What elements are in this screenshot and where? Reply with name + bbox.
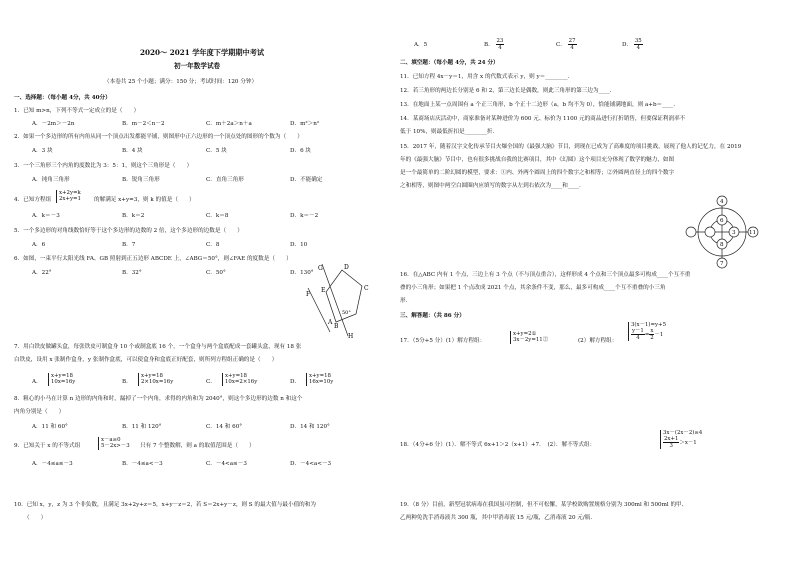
question-14-line-1: 14．某商场店庆活动中，商家准备对某种进价为 600 元、标价为 1100 元的商品进行打折销售，但要保证利润率不 [400, 116, 686, 122]
node-inner-left-blank[interactable] [705, 227, 715, 237]
q7-a-eq1: x+y=18 [51, 373, 73, 379]
question-10-paren: （ ） [24, 515, 47, 521]
q10-option-a[interactable]: A．5 [414, 42, 428, 48]
question-16-line-2: 叠的小三角形；如果把 1 个点改成 2021 个点，其余条件不变，那么，最多可构成____个互不重叠的小三角 [400, 285, 666, 291]
question-15-line-1: 15．2017 年，随着汉字文化传承节目火爆全国的《最强大脑》节目，到现在已成为了高难度的项目挑战，展现了他人的记忆力，在 2019 [400, 144, 742, 150]
q17-system-1 [510, 331, 548, 344]
q9-option-d[interactable]: D．－4<a<－3 [290, 461, 332, 467]
q10-d-num: 35 [634, 38, 642, 44]
q4-equation-1: x+2y=k [59, 190, 81, 196]
q7-option-c-system[interactable] [222, 373, 257, 386]
label-e: E [321, 287, 326, 294]
q10-d-den: 4 [636, 45, 641, 51]
q17-2-num-1: y－1 [632, 328, 644, 335]
question-19-line-2: 乙两种免洗手消毒液共 300 瓶，其中甲消毒液 15 元/瓶，乙消毒液 20 元/瓶． [400, 515, 596, 521]
q7-option-d-label[interactable]: D． [290, 379, 301, 385]
q17-2-den-2: 2 [650, 335, 654, 342]
q10-option-b-fraction [496, 38, 505, 51]
question-13: 13．在地面上某一点周围有 a 个正三角形，b 个正十二边形（a，b 均不为 0），恰能铺满地面，则 a+b＝____． [400, 102, 679, 108]
section-heading-3: 三、解答题：（共 86 分） [400, 313, 465, 319]
node-bottom-value: 7 [720, 261, 724, 267]
question-10: 10．已知 x，y，z 为 3 个非负数，且满足 3x+2y+z＝5，x+y－z＝2，若 S＝2x+y－z，则 S 的最大值与最小值的和为 [14, 502, 316, 508]
question-1: 1．已知 m>n，下列不等式一定成立的是（ ） [14, 108, 140, 114]
q10-option-c[interactable] [556, 38, 577, 51]
q9-inequality-2: 5－2x>－3 [101, 443, 130, 450]
q8-option-b[interactable]: B．11 和 120° [122, 424, 162, 430]
q10-option-d-fraction [634, 38, 643, 51]
question-17-part-1: 17．（5分+5 分）(1）解方程组： [400, 338, 486, 344]
q9-option-a[interactable]: A．－4≤a≤－3 [32, 461, 73, 467]
q7-option-a-label[interactable]: A． [32, 379, 42, 385]
question-2: 2．如果一个多边形的所有内角从同一个顶点出发都能平铺，则图形中正六边形的一个顶点处的图形的个数为（ ） [14, 134, 303, 140]
q10-b-den: 4 [498, 45, 502, 51]
node-top-value: 4 [720, 199, 724, 205]
question-12: 12．若三角形的两边长分别是 6 和 2，第三边长是偶数，则此三角形的第三边为____． [400, 88, 616, 94]
q7-option-a-system[interactable] [48, 373, 75, 386]
q3-option-c[interactable]: C．直角三角形 [206, 177, 244, 183]
q5-option-b[interactable]: B．7 [122, 242, 136, 248]
q3-option-d[interactable]: D．不能确定 [290, 177, 323, 183]
q17-2-equals: = [644, 332, 650, 339]
question-14-line-2: 低于 10%，则最低折扣是________折． [400, 129, 499, 135]
q10-option-b-label: B． [484, 42, 494, 48]
q3-option-a[interactable]: A．钝角三角形 [32, 177, 70, 183]
q1-option-a[interactable]: A．－2m＞－2n [32, 121, 75, 127]
q17-system-2 [628, 322, 666, 341]
q17-2-den-1: 4 [636, 335, 640, 342]
q2-option-a[interactable]: A．3 块 [32, 148, 53, 154]
q8-option-d[interactable]: D．14 和 120° [290, 424, 330, 430]
q1-option-b[interactable]: B．m－2＜n－2 [122, 121, 165, 127]
q17-eq-1: x+y=2① [513, 331, 537, 337]
q9-option-b[interactable]: B．－4≤a<－3 [122, 461, 163, 467]
node-right-value: 11 [749, 230, 757, 236]
label-f: F [306, 291, 311, 298]
q7-b-eq2: 2×10x=16y [141, 379, 174, 386]
q6-pentagon-figure [306, 262, 378, 338]
q18-inequality-system [660, 430, 702, 449]
question-5: 5．一个多边形的对角线数恰好等于这个多边形的边数的 2 倍，这个多边形的边数是（ ） [14, 228, 243, 234]
right-column [400, 0, 780, 562]
q1-option-c[interactable]: C．m＋2a＞n＋a [206, 121, 252, 127]
q7-d-eq2: 16x=10y [309, 379, 334, 386]
q6-option-a[interactable]: A．22° [32, 270, 52, 276]
node-left-blank[interactable] [686, 227, 696, 237]
exam-info: （本卷共 25 个小题；满分：150 分；考试时间：120 分钟） [104, 79, 258, 85]
q2-option-b[interactable]: B．4 块 [122, 148, 143, 154]
q1-option-d[interactable]: D．m²＞n² [290, 121, 320, 127]
q4-option-b[interactable]: B．k＝2 [122, 213, 145, 219]
q7-option-b-system[interactable] [138, 373, 173, 386]
question-15-line-4: 之和相等，则图中两空白圆圈内应填写的数字从左到右依次为____和____． [400, 183, 585, 189]
q7-c-eq1: x+y=18 [225, 373, 247, 379]
q4-equation-system [56, 190, 81, 203]
q9-inequality-1: x－a≥0 [101, 437, 121, 443]
label-d: D [344, 264, 349, 271]
question-19-line-1: 19．（8 分）目前，新型冠状病毒在我国虽可控制，但不可松懈，某学校欲购置规格分别为 300ml 和 500ml 的甲、 [400, 502, 688, 508]
label-g: G [318, 265, 323, 272]
q5-option-c[interactable]: C．8 [206, 242, 220, 248]
q7-c-eq2: 10x=2×16y [225, 379, 258, 386]
question-6: 6．如图，一束平行太阳光线 FA、GB 照射到正五边形 ABCDE 上，∠ABG＝50°，则∠FAE 的度数是（ ） [14, 256, 292, 262]
q18-ineq-1: 3x－(2x－2)≥4 [663, 430, 703, 436]
q9-inequality-system [98, 437, 130, 450]
q4-option-a[interactable]: A．k＝－3 [32, 213, 60, 219]
question-15-line-3: 是一个最简单的二阶幻圆的模型，要求：①内、外两个圆周上的四个数字之和相等；②外圆两直径上的四个数字 [400, 170, 675, 176]
magic-circle-figure [684, 194, 760, 270]
q17-2-eq-2 [631, 328, 666, 341]
q6-option-d[interactable]: D．130° [290, 270, 314, 276]
q17-eq-2: 3x－2y=11② [513, 337, 549, 344]
q10-option-d-label: D． [622, 42, 633, 48]
q10-option-c-label: C． [556, 42, 566, 48]
q10-option-d[interactable] [622, 38, 643, 51]
question-9-prefix: 9．已知关于 x 的不等式组 [14, 443, 81, 449]
q4-equation-2: 2x+y=1 [59, 196, 81, 203]
question-3: 3．一个三角形三个内角的度数比为 3：5：1，则这个三角形是（ ） [14, 163, 193, 169]
q7-a-eq2: 10x=16y [51, 379, 76, 386]
q18-num: 2x+1 [664, 436, 679, 443]
question-11: 11．已知方程 4x－y＝1，用含 x 的代数式表示 y，则 y＝________． [400, 74, 574, 80]
label-c: C [364, 285, 369, 292]
q6-option-b[interactable]: B．32° [122, 270, 142, 276]
q7-option-d-system[interactable] [306, 373, 333, 386]
q8-option-c[interactable]: C．14 和 60° [206, 424, 243, 430]
q4-option-d[interactable]: D．k＝－2 [290, 213, 319, 219]
section-heading-1: 一、选择题：（每小题 4分，共 40分） [14, 95, 111, 101]
q10-b-num: 23 [496, 38, 504, 44]
q7-b-eq1: x+y=18 [141, 373, 163, 379]
node-inner-right-value: 3 [732, 230, 736, 236]
question-16-line-1: 16．在△ABC 内有 1 个点，三边上有 3 个点（不与顶点重合），这样形成 4 个点和三个顶点最多可构成____个互不重 [400, 272, 691, 278]
q10-c-num: 27 [568, 38, 576, 44]
q5-option-d[interactable]: D．10 [290, 242, 308, 248]
node-inner-bottom-value: 8 [720, 242, 724, 248]
section-heading-2: 二、填空题：（每小题 4分，共 24 分） [400, 60, 499, 66]
q17-2-eq-1: 3(x－1)=y+5 [631, 322, 667, 328]
label-b: B [334, 323, 339, 330]
question-9-suffix: 只有 7 个整数解，则 a 的取值范围是（ ） [140, 443, 255, 449]
q6-option-c[interactable]: C．50° [206, 270, 226, 276]
q2-option-c[interactable]: C．5 块 [206, 148, 227, 154]
q9-option-c[interactable]: C．－4<a≤－3 [206, 461, 247, 467]
q10-c-den: 4 [570, 45, 574, 51]
q17-2-tail: －1 [654, 332, 664, 339]
exam-title: 2020～ 2021 学年度下学期期中考试 [140, 48, 265, 57]
question-8-line-2: 内角分别是（ ） [14, 409, 65, 415]
label-a: A [328, 319, 333, 326]
q18-den: 3 [669, 443, 673, 450]
question-4-prefix: 4．已知方程组 [14, 197, 52, 203]
left-column [14, 0, 394, 562]
q10-option-c-fraction [568, 38, 577, 51]
exam-subtitle: 初一年数学试卷 [174, 62, 221, 70]
q5-option-a[interactable]: A．6 [32, 242, 46, 248]
question-17-part-2: (2）解方程组： [578, 338, 618, 344]
question-8-line-1: 8．粗心的小马在计算 n 边形的内角和时，漏掉了一个内角，求得的内角和为 2040°，则这个多边形的边数 n 和这个 [14, 396, 303, 402]
question-18: 18．（4分+6 分）(1）．解不等式 6x+1＞2（x+1）+7． (2）．解不等式组： [400, 442, 596, 448]
q18-tail: ＞x－1 [679, 440, 697, 447]
q10-option-b[interactable] [484, 38, 504, 51]
label-angle: 50° [342, 310, 351, 316]
node-inner-top-value: 6 [720, 218, 724, 224]
question-15-line-2: 年的《最强大脑》节目中，也有很多挑战自我的比赛项目，其中《幻圆》这个项目充分体现了数学的魅力，如图 [400, 157, 675, 163]
q7-option-b-label[interactable]: B． [122, 379, 132, 385]
label-h: H [348, 333, 354, 338]
q7-d-eq1: x+y=18 [309, 373, 331, 379]
question-7-line-2: 白铁皮，设用 x 张制作盒身，y 张制作盒底，可以使盒身和盒底正好配套，则所列方程组正确的是（ ） [14, 357, 278, 363]
q17-2-num-2: x [650, 328, 654, 335]
q18-fraction [663, 436, 679, 449]
question-7-line-1: 7．用白铁皮做罐头盒，每张铁皮可制盒身 10 个或制盒底 16 个，一个盒身与两个盒底配成一套罐头盒，现有 18 张 [14, 344, 302, 350]
q8-option-a[interactable]: A．11 和 60° [32, 424, 68, 430]
question-4-suffix: 的解满足 x+y=3，则 k 的值是（ ） [94, 197, 195, 203]
question-16-line-3: 形． [400, 298, 412, 304]
q2-option-d[interactable]: D．6 块 [290, 148, 312, 154]
q3-option-b[interactable]: B．锐角三角形 [122, 177, 160, 183]
q7-option-c-label[interactable]: C． [206, 379, 216, 385]
q4-option-c[interactable]: C．k＝8 [206, 213, 229, 219]
q17-2-frac-1 [631, 328, 645, 341]
q18-ineq-2 [663, 436, 702, 449]
